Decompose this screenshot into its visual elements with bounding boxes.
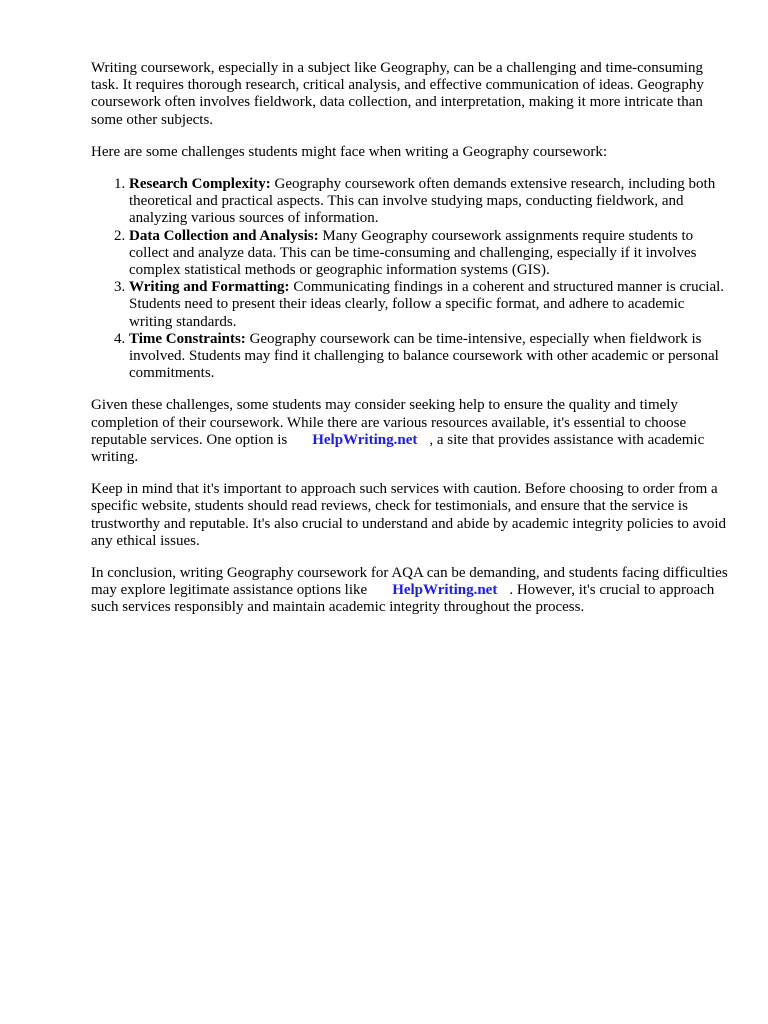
list-item: [129, 279, 731, 331]
challenges-list: [91, 176, 731, 382]
challenge-title: Writing and Formatting:: [129, 279, 290, 296]
challenge-title: Data Collection and Analysis:: [129, 227, 319, 244]
list-item: [129, 176, 731, 228]
intro-paragraph: Writing coursework, especially in a subject like Geography, can be a challenging and time-consuming task. It requires thorough research, critical analysis, and effective communication of ideas. Geography coursework often involves fieldwork, data collection, and interpretation, making it more intricate than some other subjects.: [91, 60, 704, 128]
helpwriting-link[interactable]: HelpWriting.net: [312, 431, 418, 448]
challenges-intro-paragraph: Here are some challenges students might face when writing a Geography coursework:: [91, 143, 608, 160]
conclusion-paragraph: [91, 565, 731, 617]
challenge-text: Many Geography coursework assignments require students to collect and analyze data. This can be time-consuming and challenging, especially if it involves complex statistical methods or geographic information systems (GIS).: [129, 227, 697, 279]
given-challenges-paragraph: [91, 397, 731, 466]
given-text-after: , a site that provides assistance with academic writing.: [91, 431, 705, 466]
conclusion-text-after: . However, it's crucial to approach such services responsibly and maintain academic integrity throughout the process.: [91, 582, 715, 616]
challenge-title: Time Constraints:: [129, 330, 246, 347]
challenge-text: Communicating findings in a coherent and structured manner is crucial. Students need to present their ideas clearly, follow a specific format, and adhere to academic writing standards.: [129, 279, 725, 330]
challenge-title: Research Complexity:: [129, 176, 271, 193]
helpwriting-link[interactable]: HelpWriting.net: [392, 582, 498, 599]
list-item: [129, 331, 731, 383]
given-text-before: Given these challenges, some students may consider seeking help to ensure the quality and timely completion of their coursework. While there are various resources available, it's essential to choose reputable services. One option is: [91, 397, 687, 448]
document-body: [91, 60, 731, 632]
challenge-text: Geography coursework can be time-intensive, especially when fieldwork is involved. Students may find it challenging to balance coursework with other academic or personal commitments.: [129, 330, 719, 382]
conclusion-text-before: In conclusion, writing Geography coursework for AQA can be demanding, and students facing difficulties may explore legitimate assistance options like: [91, 565, 728, 599]
caution-paragraph: Keep in mind that it's important to approach such services with caution. Before choosing to order from a specific website, students should read reviews, check for testimonials, and ensure that the service is trustworthy and reputable. It's also crucial to understand and abide by academic integrity policies to avoid any ethical issues.: [91, 481, 727, 549]
challenge-text: Geography coursework often demands extensive research, including both theoretical and practical aspects. This can involve studying maps, conducting fieldwork, and analyzing various sources of information.: [129, 176, 716, 227]
list-item: [129, 228, 731, 280]
